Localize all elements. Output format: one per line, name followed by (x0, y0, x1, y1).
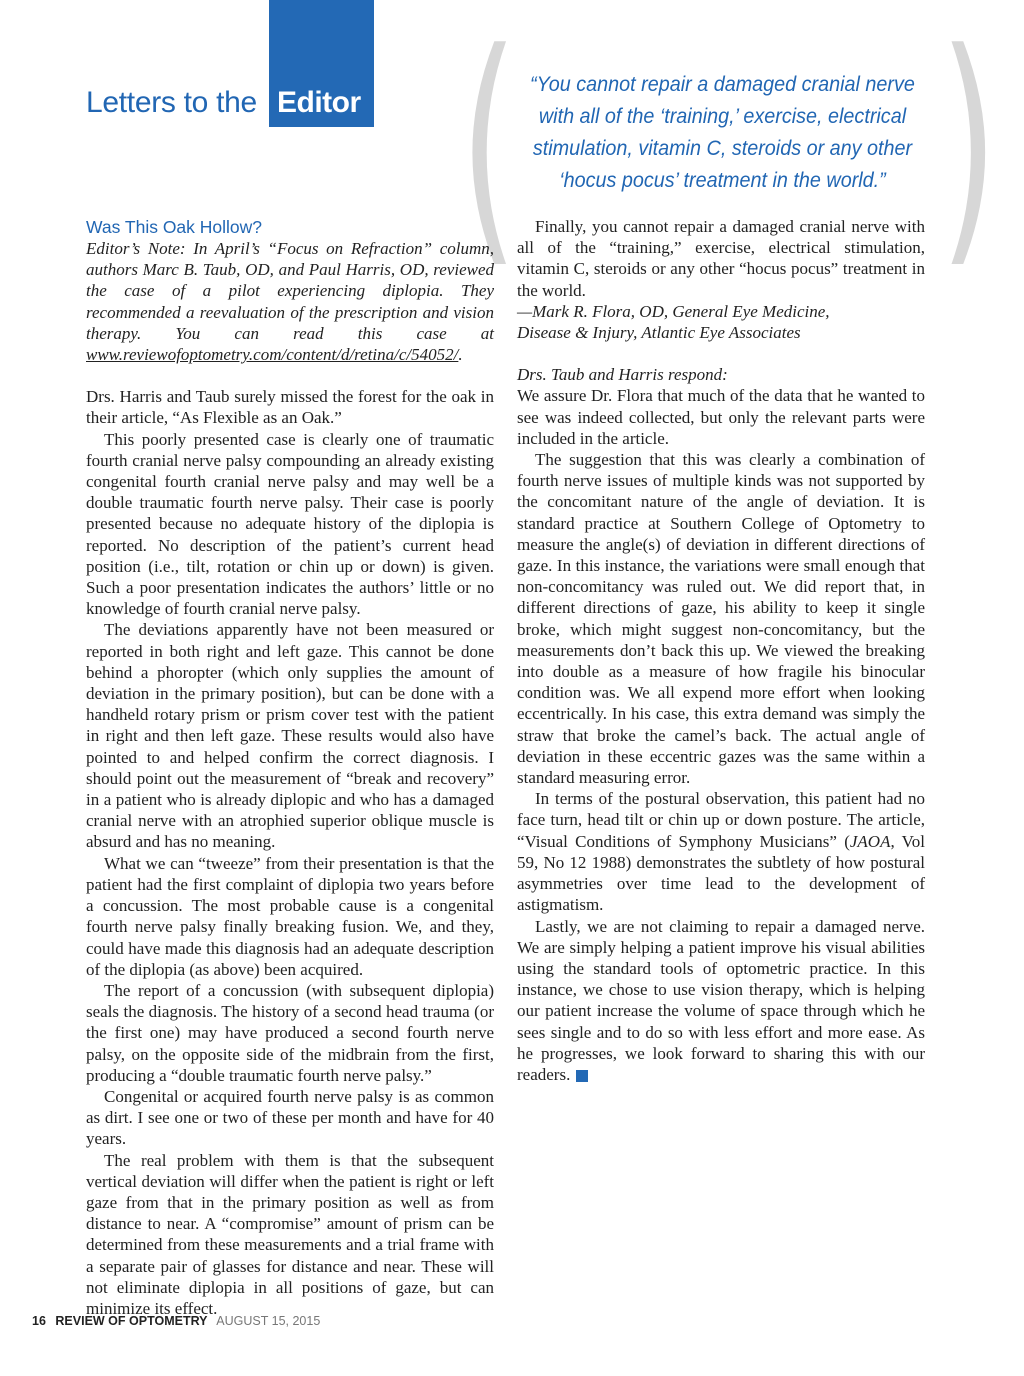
letter-paragraph: The report of a concussion (with subsequent diplopia) seals the diagnosis. The history of a second head trauma (or the first one) may have produced a second fourth nerve palsy, on the opposite side of the midbrain from the first, producing a “double traumatic fourth nerve palsy.” (86, 980, 494, 1085)
left-column (86, 216, 494, 1319)
end-mark-icon (576, 1070, 588, 1082)
response-paragraph (517, 916, 925, 1086)
response-heading: Drs. Taub and Harris respond: (517, 365, 728, 385)
magazine-name: REVIEW OF OPTOMETRY (55, 1314, 208, 1328)
letter-paragraph: What we can “tweeze” from their presentation is that the patient had the first complaint of diplopia two years before a concussion. The most probable cause is a congenital fourth nerve palsy finally breaking fusion. We, and they, could have made this diagnosis had an adequate description of the diplopia (as above) been acquired. (86, 853, 494, 979)
response-text: Lastly, we are not claiming to repair a damaged nerve. We are simply helping a patient improve his visual abilities using the standard tools of optometric practice. In this instance, we chose to use vision therapy, which is helping our patient increase the volume of space through which he sees single and to do so with less effort and more ease. As he progresses, we look forward to sharing this with our readers. (517, 916, 925, 1084)
letter-signature-line1: —Mark R. Flora, OD, General Eye Medicine, (517, 301, 830, 321)
letter-title: Was This Oak Hollow? (86, 217, 263, 237)
response-paragraph (517, 788, 925, 915)
page-number: 16 (32, 1314, 46, 1328)
editor-note-end: . (458, 345, 463, 365)
section-header-editor: Editor (277, 86, 361, 119)
letter-paragraph: This poorly presented case is clearly one of traumatic fourth cranial nerve palsy compounding an already existing congenital fourth cranial nerve palsy and may well be a double traumatic fourth nerve palsy. Their case is poorly presented because no adequate history of the diplopia is reported. No description of the patient’s current head position (i.e., tilt, rotation or chin up or down) is given. Such a poor presentation indicates the authors’ little or no knowledge of fourth cranial nerve palsy. (86, 429, 494, 619)
section-header-prefix: Letters to the (86, 86, 257, 119)
response-paragraph: We assure Dr. Flora that much of the data that he wanted to see was indeed collected, but only the relevant parts were included in the article. (517, 386, 925, 448)
spacer (517, 343, 925, 364)
open-parenthesis-graphic: ( (459, 0, 519, 290)
letter-paragraph: Drs. Harris and Taub surely missed the forest for the oak in their article, “As Flexible as an Oak.” (86, 387, 494, 428)
spacer (86, 365, 494, 386)
letter-paragraph: Finally, you cannot repair a damaged cranial nerve with all of the “training,” exercise, electrical stimulation, vitamin C, steroids or any other “hocus pocus” treatment in the world. (517, 217, 925, 300)
editor-note-text: Editor’s Note: In April’s “Focus on Refraction” column, authors Marc B. Taub, OD, and Paul Harris, OD, reviewed the case of a pilot experiencing diplopia. They recommended a reevaluation of the prescription and vision therapy. You can read this case at (86, 239, 494, 343)
editor-note (86, 238, 494, 365)
response-paragraph: The suggestion that this was clearly a combination of fourth nerve issues of multiple kinds was not supported by the concomitant nature of the angle of deviation. It is standard practice at Southern College of Optometry to measure the angle(s) of deviation in different directions of gaze. In this instance, the variations were small enough that non-concomitancy was ruled out. We did report that, in different directions of gaze, his ability to keep it single broke, which might suggest non-concomitancy, but the measurements don’t back this up. We viewed the breaking into double as a measure of how fragile his binocular condition was. We all expend more effort when looking eccentrically. In his case, this extra demand was simply the straw that broke the camel’s back. The actual angle of deviation in these eccentric gazes was the same within a standard measuring error. (517, 450, 925, 788)
letter-paragraph: Congenital or acquired fourth nerve palsy is as common as dirt. I see one or two of these per month and have for 40 years. (86, 1086, 494, 1149)
journal-name: JAOA (849, 831, 891, 851)
letter-paragraph: The real problem with them is that the subsequent vertical deviation will differ when the patient is right or left gaze from that in the primary position as well as from distance to near. A “compromise” amount of prism can be determined from these measurements and a trial frame with a separate pair of glasses for distance and near. These will not eliminate diplopia in all positions of gaze, but can minimize its effect. (86, 1150, 494, 1318)
pull-quote: “You cannot repair a damaged cranial nerve with all of the ‘training,’ exercise, electrical stimulation, vitamin C, steroids or any other ‘hocus pocus’ treatment in the world.” (530, 72, 915, 192)
response-text: , Vol 59, No 12 1988) demonstrates the subtlety of how postural asymmetries over time lead to the development of astigmatism. (517, 831, 925, 915)
issue-date: AUGUST 15, 2015 (216, 1314, 321, 1328)
close-parenthesis-graphic: ) (939, 0, 999, 290)
case-link[interactable]: www.reviewofoptometry.com/content/d/retina/c/54052/ (86, 345, 459, 365)
letter-signature-line2: Disease & Injury, Atlantic Eye Associates (517, 323, 801, 343)
right-column (517, 216, 925, 1085)
letter-paragraph: The deviations apparently have not been measured or reported in both right and left gaze. This cannot be done behind a phoropter (which only supplies the amount of deviation in the primary position), but can be done with a handheld rotary prism or prism cover test with the patient in right and then left gaze. These results would also have pointed to and helped confirm the correct diagnosis. I should point out the measurement of “break and recovery” in a patient who is already diplopic and who has a damaged cranial nerve with an atrophied superior oblique muscle is absurd and has no meaning. (86, 620, 494, 852)
page-footer (32, 1314, 320, 1328)
response-text: In terms of the postural observation, this patient had no face turn, head tilt or chin up or down posture. The article, “Visual Conditions of Symphony Musicians” ( (517, 789, 925, 851)
